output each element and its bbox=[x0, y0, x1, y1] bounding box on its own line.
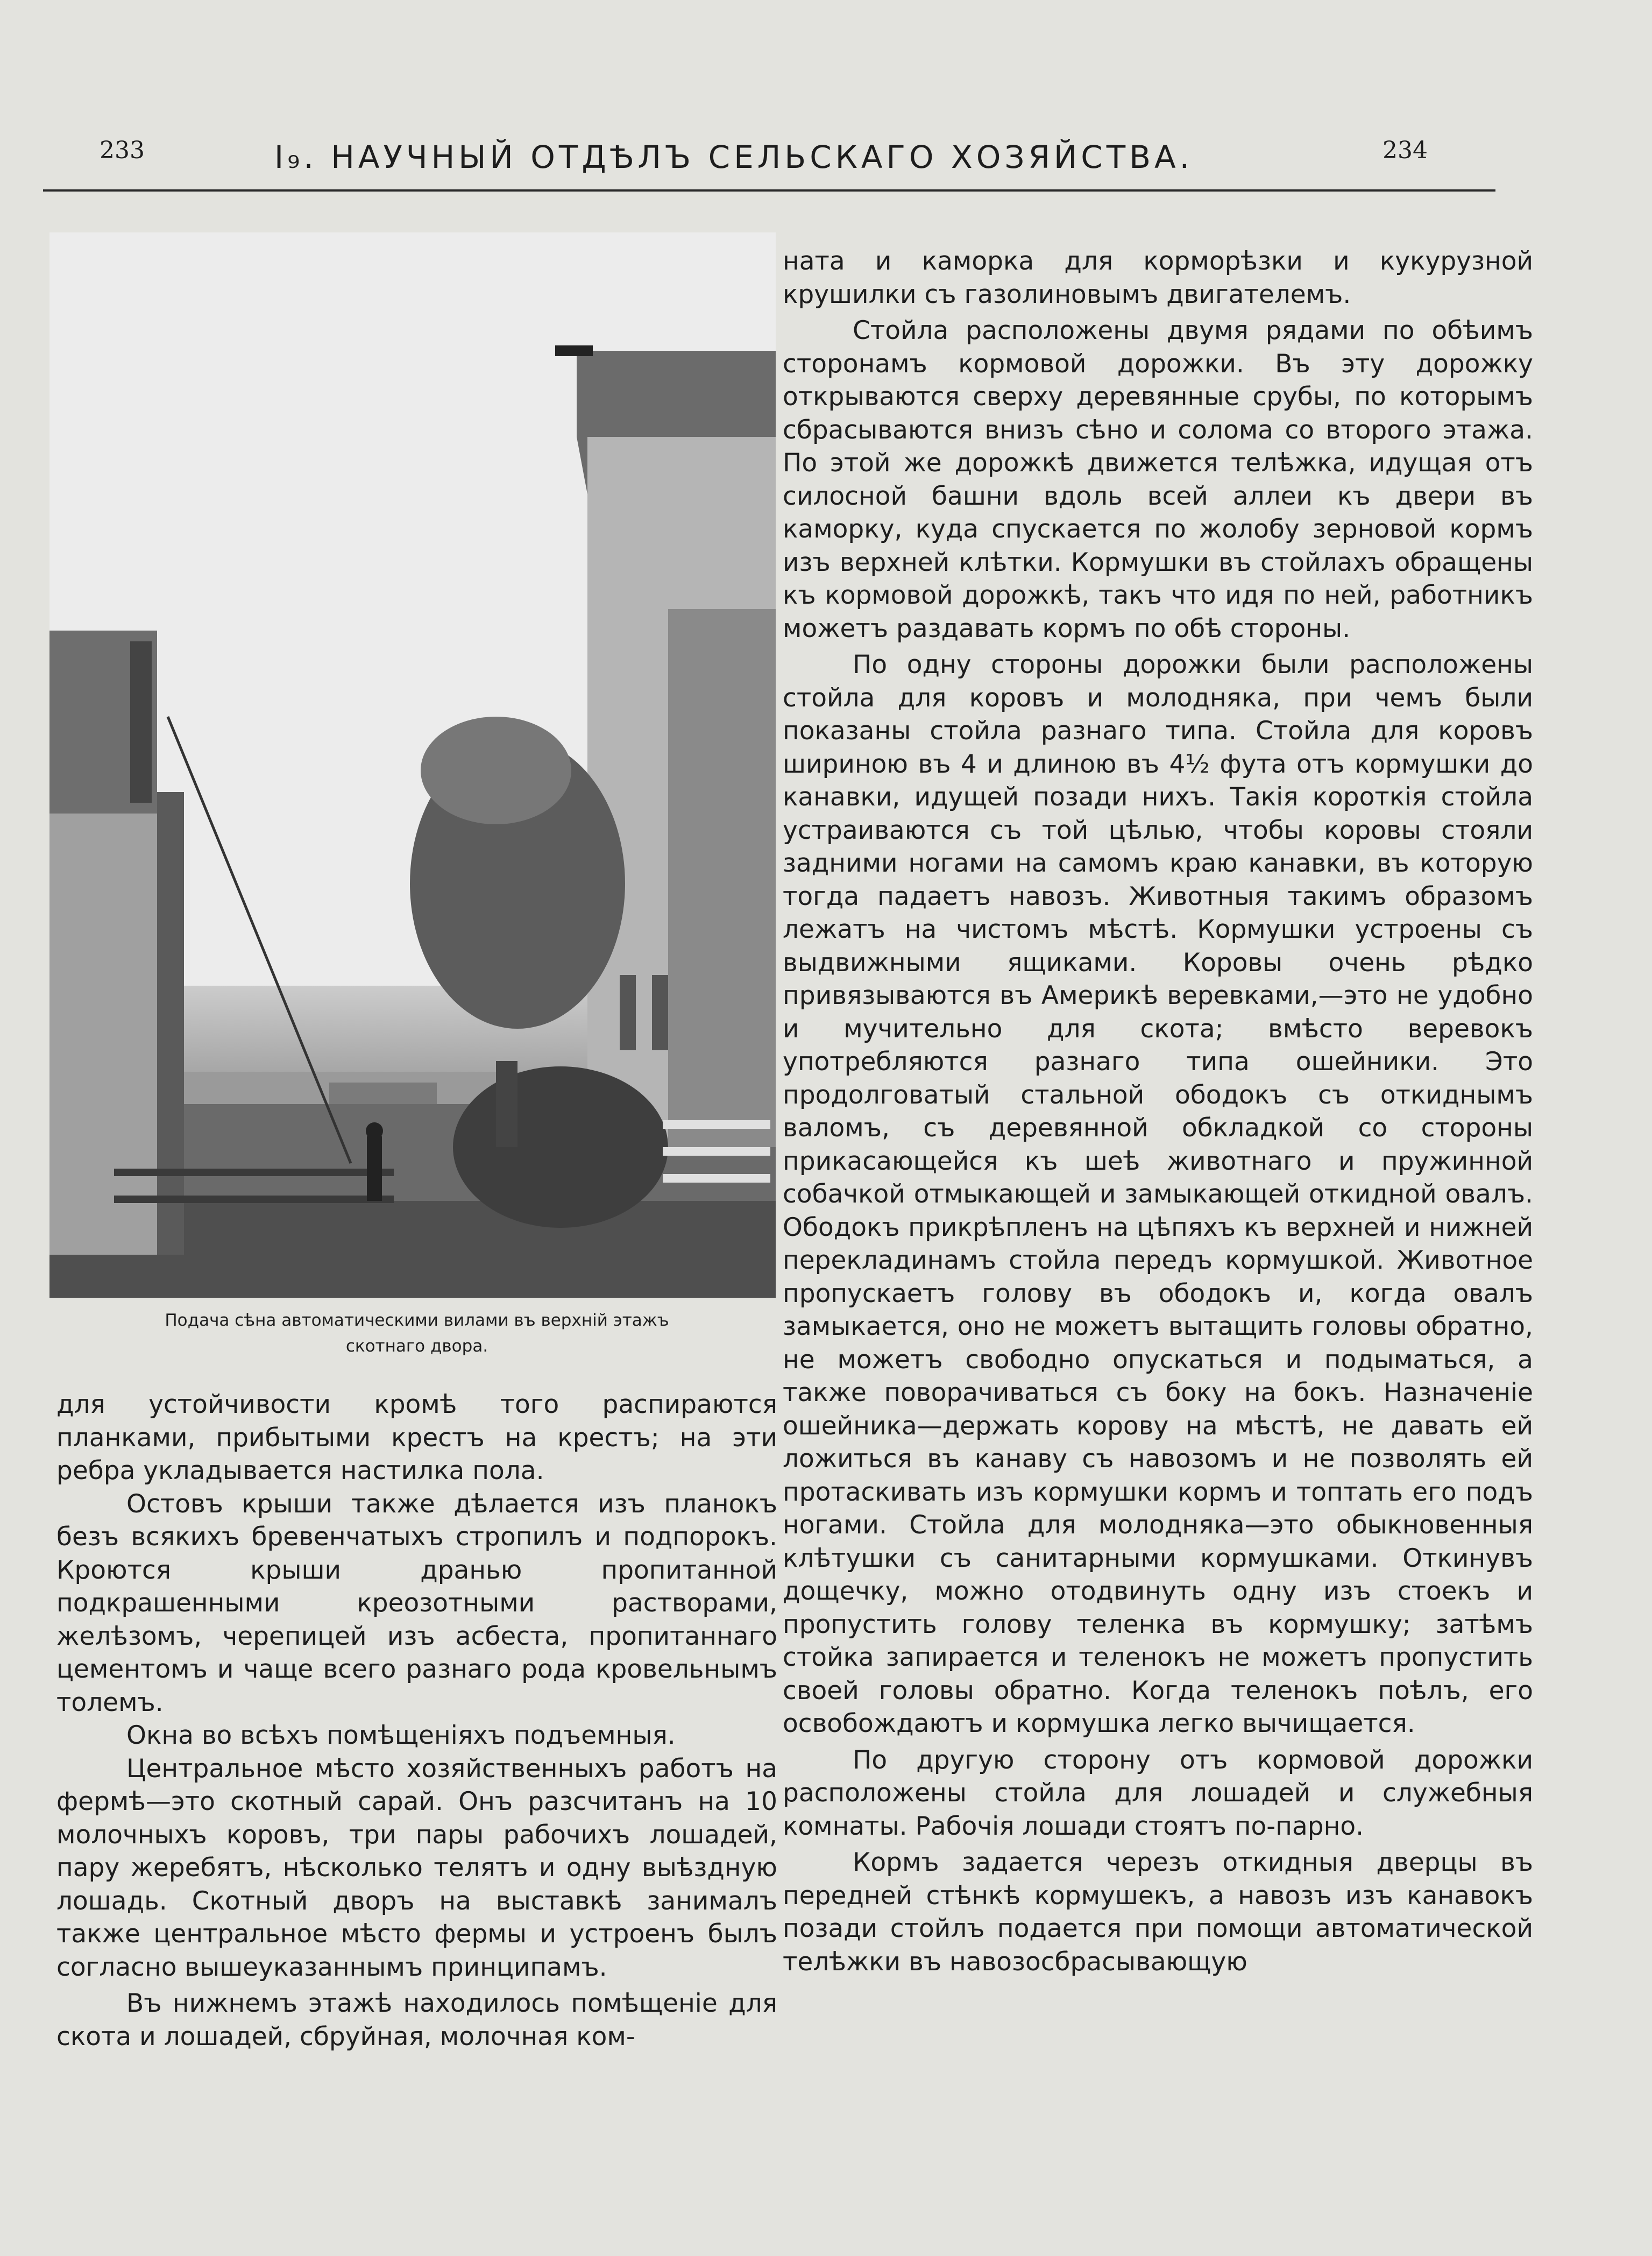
paragraph: Центральное мѣсто хозяйственныхъ работъ на фермѣ—это скотный сарай. Онъ разсчитанъ на 10 молочныхъ коровъ, три пары рабочихъ лошадей, пару жеребятъ, нѣсколько телятъ и одну выѣздную лошадь. Скотный дворъ на выставкѣ занималъ также центральное мѣсто фермы и устроенъ былъ согласно вышеуказаннымъ принципамъ. bbox=[56, 1753, 777, 1982]
barn-photograph bbox=[49, 232, 776, 1298]
paragraph: По одну стороны дорожки были расположены стойла для коровъ и молодняка, при чемъ были показаны стойла разнаго типа. Стойла для коровъ шириною въ 4 и длиною въ 4½ фута отъ кормушки до канавки, идущей позади нихъ. Такія короткія стойла устраиваются съ той цѣлью, чтобы коровы стояли задними ногами на самомъ краю канавки, въ которую тогда падаетъ навозъ. Животныя такимъ образомъ лежатъ на чистомъ мѣстѣ. Кормушки устроены съ выдвижными ящиками. Коровы очень рѣдко привязываются въ Америкѣ веревками,—это не удобно и мучительно для скота; вмѣсто веревокъ употребляются разнаго типа ошейники. Это продолговатый стальной ободокъ съ откиднымъ валомъ, съ деревянной обкладкой со стороны прикасающейся къ шеѣ животнаго и пружинной собачкой отмыкающей и замыкающей откидной овалъ. Ободокъ прикрѣпленъ на цѣпяхъ къ верхней и нижней перекладинамъ стойла передъ кормушкой. Животное пропускаетъ голову въ ободокъ и, когда овалъ замыкается, оно не можетъ вытащить головы обратно, не можетъ свободно опускаться и подыматься, а также поворачиваться съ боку на бокъ. Назначеніе ошейника—держать корову на мѣстѣ, не давать ей ложиться въ канаву съ навозомъ и не позволять ей протаскивать изъ кормушки кормъ и топтать его подъ ногами. Стойла для молодняка—это обыкновенныя клѣтушки съ санитарными кормушками. Откинувъ дощечку, можно отодвинуть одну изъ стоекъ и пропустить голову теленка въ кормушку; затѣмъ стойка запирается и теленокъ не можетъ пропустить своей головы обратно. Когда теленокъ поѣлъ, его освобождаютъ и кормушка легко вычищается. bbox=[783, 650, 1533, 1738]
page-number-left: 233 bbox=[100, 137, 145, 164]
barn-photo-illustration bbox=[49, 232, 776, 1298]
right-column bbox=[783, 245, 1533, 1978]
paragraph: Остовъ крыши также дѣлается изъ планокъ безъ всякихъ бревенчатыхъ стропилъ и подпорокъ. Кроются крыши дранью пропитанной подкрашенными креозотными растворами, желѣзомъ, черепицей изъ асбеста, пропитаннаго цементомъ и чаще всего разнаго рода кровельнымъ толемъ. bbox=[56, 1489, 777, 1717]
figure-caption bbox=[81, 1307, 753, 1359]
left-column bbox=[56, 1388, 777, 2053]
paragraph: Кормъ задается черезъ откидныя дверцы въ передней стѣнкѣ кормушекъ, а навозъ изъ канавокъ позади стойлъ подается при помощи автоматической телѣжки въ навозосбрасывающую bbox=[783, 1848, 1533, 1977]
paragraph: Стойла расположены двумя рядами по обѣимъ сторонамъ кормовой дорожки. Въ эту дорожку открываются сверху деревянные срубы, по которымъ сбрасываются внизъ сѣно и солома со второго этажа. По этой же дорожкѣ движется телѣжка, идущая отъ силосной башни вдоль всей аллеи къ двери въ каморку, куда спускается по жолобу зерновой кормъ изъ верхней клѣтки. Кормушки въ стойлахъ обращены къ кормовой дорожкѣ, такъ что идя по ней, работникъ можетъ раздавать кормъ по обѣ стороны. bbox=[783, 316, 1533, 643]
page-number-right: 234 bbox=[1382, 137, 1428, 164]
paragraph: Окна во всѣхъ помѣщеніяхъ подъемныя. bbox=[126, 1721, 676, 1750]
caption-line-1: Подача сѣна автоматическими вилами въ верхній этажъ bbox=[165, 1311, 669, 1330]
paragraph: для устойчивости кромѣ того распираются планками, прибытыми крестъ на крестъ; на эти ребра укладывается настилка пола. bbox=[56, 1390, 777, 1486]
header-rule bbox=[43, 189, 1495, 192]
paragraph: По другую сторону отъ кормовой дорожки расположены стойла для лошадей и служебныя комнаты. Рабочія лошади стоятъ по-парно. bbox=[783, 1745, 1533, 1841]
running-title: I₉. НАУЧНЫЙ ОТДѢЛЪ СЕЛЬСКАГО ХОЗЯЙСТВА. bbox=[274, 139, 1194, 175]
running-header bbox=[43, 129, 1495, 178]
paragraph: ната и каморка для корморѣзки и кукурузной крушилки съ газолиновымъ двигателемъ. bbox=[783, 246, 1533, 309]
paragraph: Въ нижнемъ этажѣ находилось помѣщеніе для скота и лошадей, сбруйная, молочная ком- bbox=[56, 1989, 777, 2052]
caption-line-2: скотнаго двора. bbox=[345, 1336, 488, 1356]
